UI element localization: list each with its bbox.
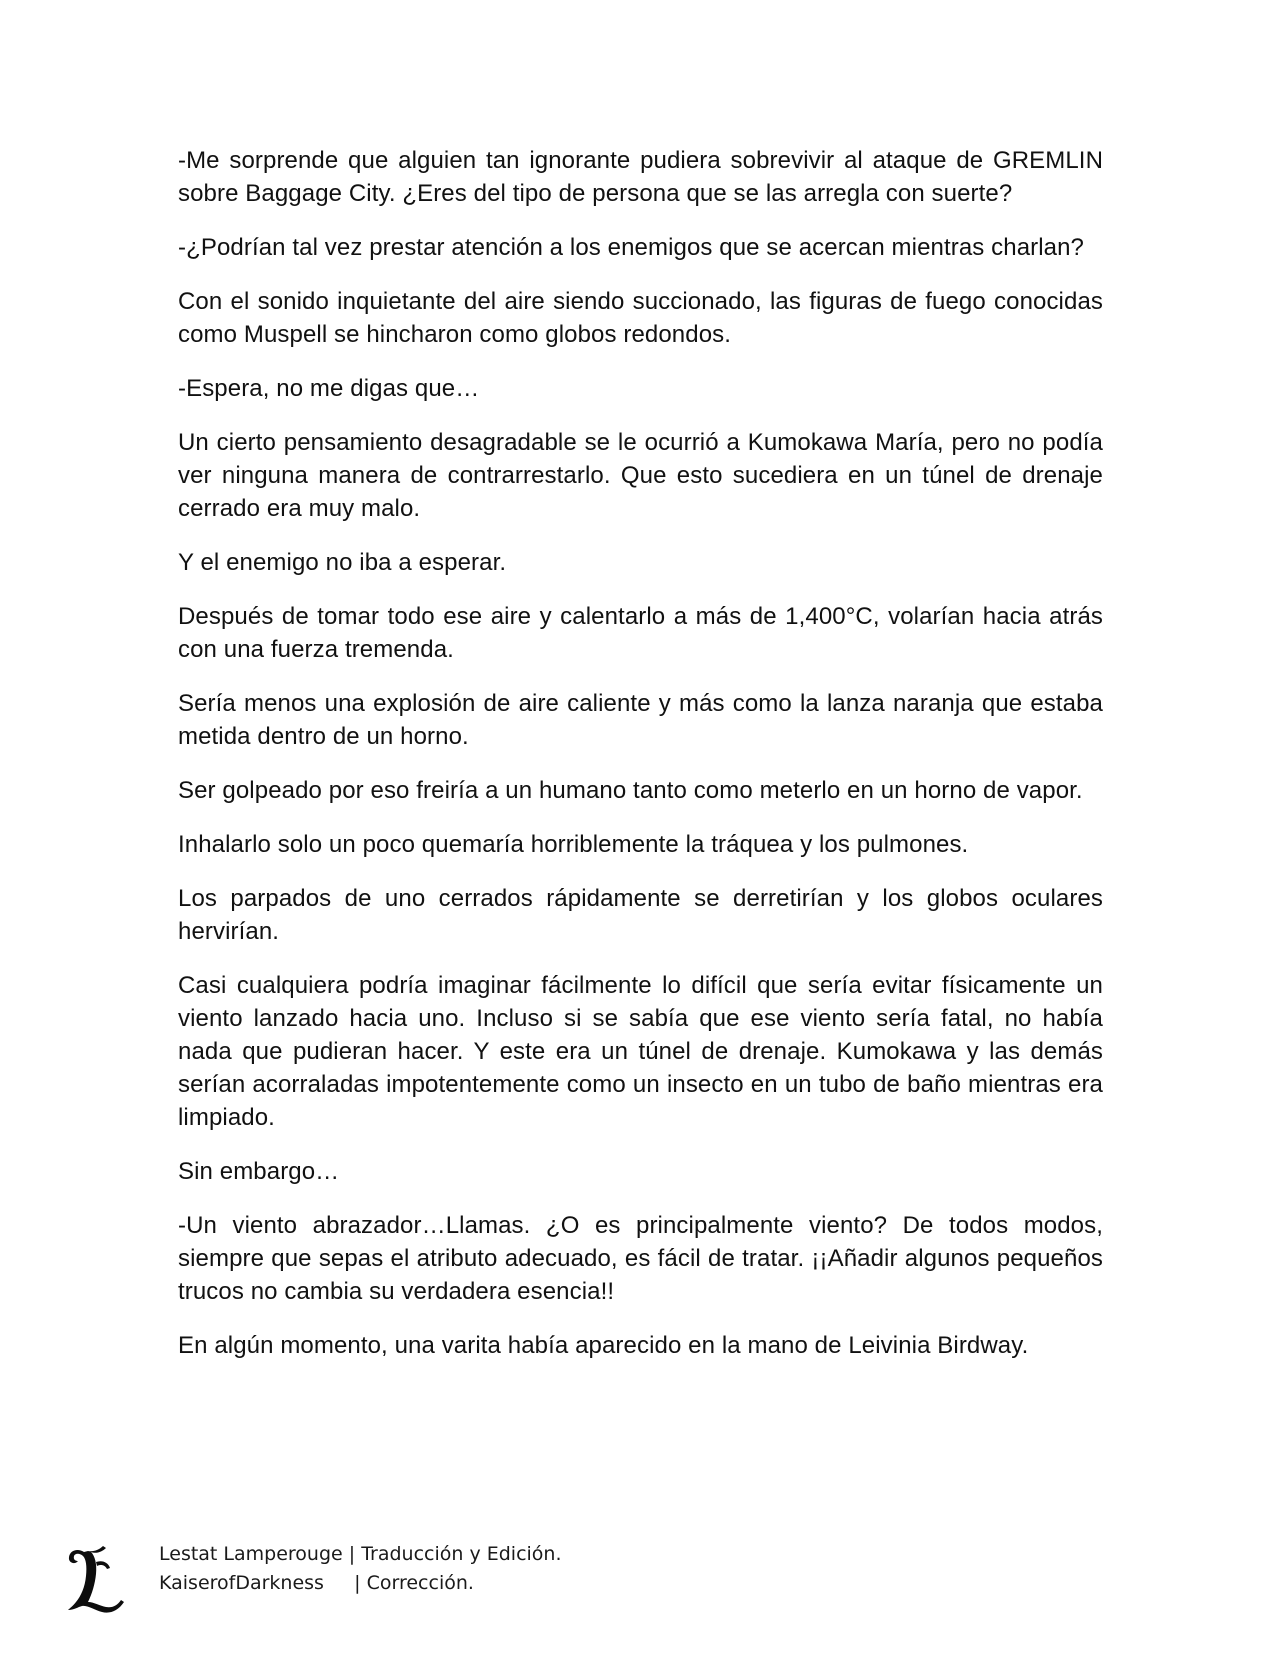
- page-footer: [66, 1540, 766, 1620]
- paragraph: Sería menos una explosión de aire caliente y más como la lanza naranja que estaba metida dentro de un horno.: [178, 690, 1103, 750]
- paragraph: Los parpados de uno cerrados rápidamente se derretirían y los globos oculares hervirían.: [178, 885, 1103, 945]
- paragraph: -Me sorprende que alguien tan ignorante pudiera sobrevivir al ataque de GREMLIN sobre Baggage City. ¿Eres del tipo de persona que se las arregla con suerte?: [178, 147, 1103, 207]
- paragraph: Con el sonido inquietante del aire siendo succionado, las figuras de fuego conocidas como Muspell se hincharon como globos redondos.: [178, 288, 1103, 348]
- paragraph: Sin embargo…: [178, 1158, 340, 1185]
- paragraph: En algún momento, una varita había aparecido en la mano de Leivinia Birdway.: [178, 1332, 1029, 1359]
- paragraph: Y el enemigo no iba a esperar.: [178, 549, 507, 576]
- footer-credit-correction: KaiserofDarkness | Corrección.: [159, 1572, 474, 1594]
- paragraph: Después de tomar todo ese aire y calentarlo a más de 1,400°C, volarían hacia atrás con una fuerza tremenda.: [178, 603, 1103, 663]
- paragraph: Ser golpeado por eso freiría a un humano tanto como meterlo en un horno de vapor.: [178, 777, 1083, 804]
- document-body: [178, 144, 1103, 1383]
- gothic-l-logo-icon: [66, 1544, 128, 1616]
- paragraph: Un cierto pensamiento desagradable se le ocurrió a Kumokawa María, pero no podía ver ninguna manera de contrarrestarlo. Que esto sucediera en un túnel de drenaje cerrado era muy malo.: [178, 429, 1103, 522]
- footer-credits: [159, 1540, 562, 1598]
- paragraph: Inhalarlo solo un poco quemaría horriblemente la tráquea y los pulmones.: [178, 831, 969, 858]
- paragraph: -Un viento abrazador…Llamas. ¿O es principalmente viento? De todos modos, siempre que sepas el atributo adecuado, es fácil de tratar. ¡¡Añadir algunos pequeños trucos no cambia su verdadera esencia!!: [178, 1212, 1103, 1305]
- paragraph: Casi cualquiera podría imaginar fácilmente lo difícil que sería evitar físicamente un viento lanzado hacia uno. Incluso si se sabía que ese viento sería fatal, no había nada que pudieran hacer. Y este era un túnel de drenaje. Kumokawa y las demás serían acorraladas impotentemente como un insecto en un tubo de baño mientras era limpiado.: [178, 972, 1103, 1131]
- paragraph: -¿Podrían tal vez prestar atención a los enemigos que se acercan mientras charlan?: [178, 234, 1085, 261]
- paragraph: -Espera, no me digas que…: [178, 375, 480, 402]
- footer-credit-translation: Lestat Lamperouge | Traducción y Edición.: [159, 1543, 562, 1565]
